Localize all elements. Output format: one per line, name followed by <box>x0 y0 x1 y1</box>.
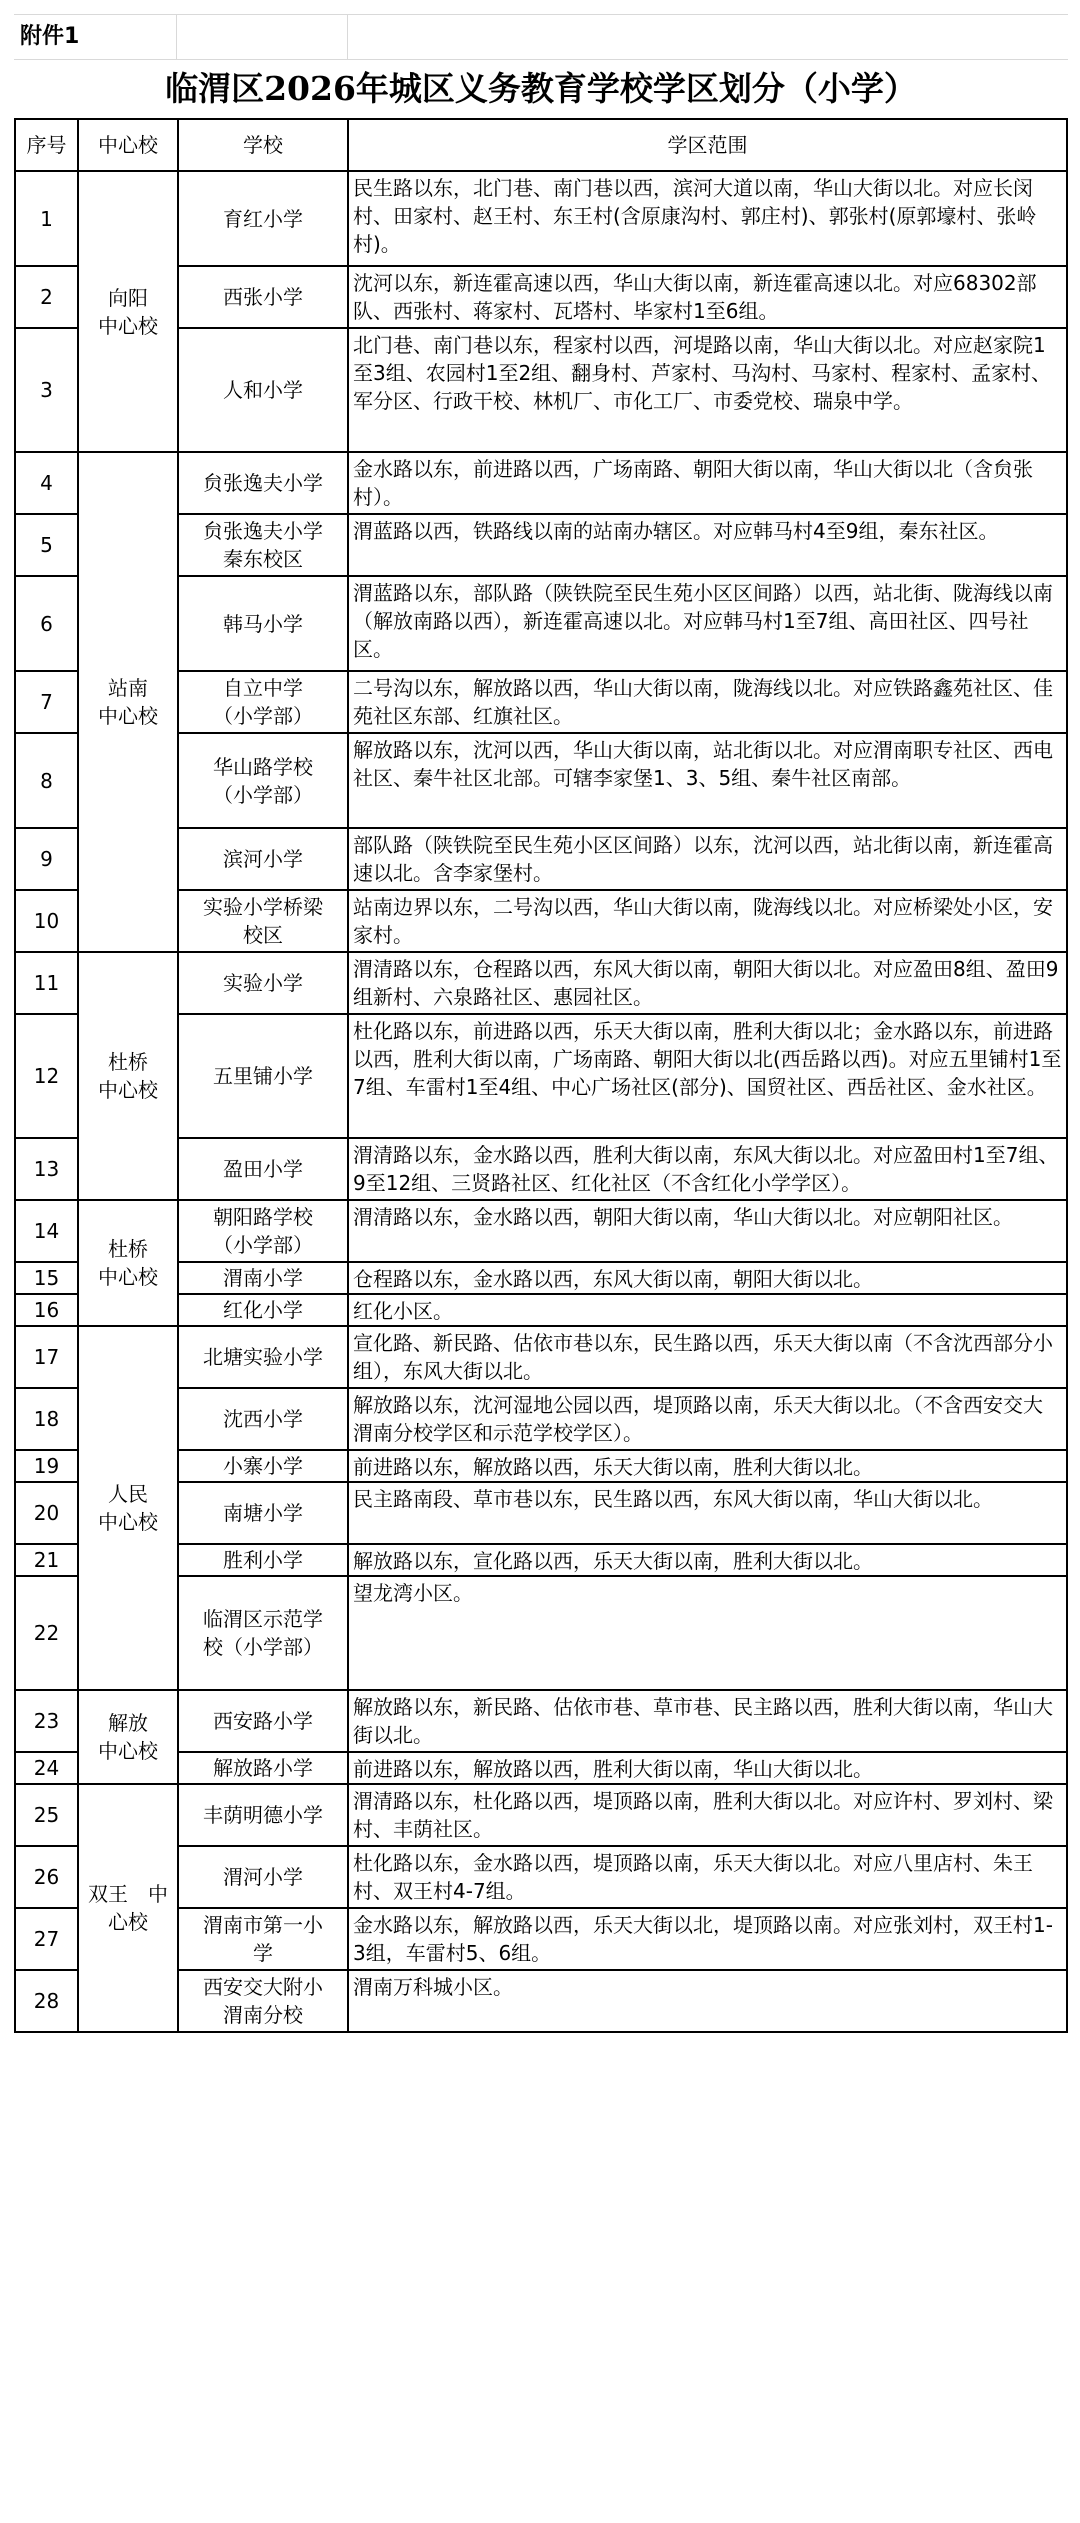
column-header-school[interactable]: 学校 <box>178 119 348 171</box>
row-number-cell[interactable]: 6 <box>15 576 78 671</box>
row-number-cell[interactable]: 11 <box>15 952 78 1014</box>
empty-cell[interactable] <box>177 15 348 59</box>
row-number-cell[interactable]: 15 <box>15 1262 78 1294</box>
school-name-cell[interactable]: 西安路小学 <box>178 1690 348 1752</box>
column-header-center[interactable]: 中心校 <box>78 119 178 171</box>
table-row <box>15 171 1067 266</box>
district-range-cell[interactable]: 渭蓝路以东，部队路（陕铁院至民生苑小区区间路）以西，站北街、陇海线以南（解放南路以西），新连霍高速以北。对应韩马村1至7组、高田社区、四号社区。 <box>348 576 1067 671</box>
district-range-cell[interactable]: 站南边界以东，二号沟以西，华山大街以南，陇海线以北。对应桥梁处小区，安家村。 <box>348 890 1067 952</box>
center-school-cell[interactable]: 人民 中心校 <box>78 1326 178 1690</box>
center-school-cell[interactable]: 站南 中心校 <box>78 452 178 952</box>
table-row <box>15 952 1067 1014</box>
row-number-cell[interactable]: 25 <box>15 1784 78 1846</box>
district-range-cell[interactable]: 渭蓝路以西，铁路线以南的站南办辖区。对应韩马村4至9组，秦东社区。 <box>348 514 1067 576</box>
school-name-cell[interactable]: 沈西小学 <box>178 1388 348 1450</box>
attachment-label[interactable]: 附件1 <box>14 15 177 59</box>
school-name-cell[interactable]: 育红小学 <box>178 171 348 266</box>
district-range-cell[interactable]: 金水路以东，解放路以西，乐天大街以北，堤顶路以南。对应张刘村，双王村1-3组，车雷村5、6组。 <box>348 1908 1067 1970</box>
district-range-cell[interactable]: 沈河以东，新连霍高速以西，华山大街以南，新连霍高速以北。对应68302部队、西张村、蒋家村、瓦塔村、毕家村1至6组。 <box>348 266 1067 328</box>
school-name-cell[interactable]: 实验小学桥梁 校区 <box>178 890 348 952</box>
row-number-cell[interactable]: 4 <box>15 452 78 514</box>
empty-cell[interactable] <box>348 15 1068 59</box>
district-range-cell[interactable]: 解放路以东，沈河湿地公园以西，堤顶路以南，乐天大街以北。（不含西安交大渭南分校学区和示范学校学区）。 <box>348 1388 1067 1450</box>
district-range-cell[interactable]: 渭清路以东，金水路以西，朝阳大街以南，华山大街以北。对应朝阳社区。 <box>348 1200 1067 1262</box>
row-number-cell[interactable]: 20 <box>15 1482 78 1544</box>
district-range-cell[interactable]: 杜化路以东，金水路以西，堤顶路以南，乐天大街以北。对应八里店村、朱王村、双王村4-7组。 <box>348 1846 1067 1908</box>
school-name-cell[interactable]: 滨河小学 <box>178 828 348 890</box>
school-name-cell[interactable]: 临渭区示范学 校（小学部） <box>178 1576 348 1690</box>
center-school-cell[interactable]: 杜桥 中心校 <box>78 952 178 1200</box>
row-number-cell[interactable]: 18 <box>15 1388 78 1450</box>
school-name-cell[interactable]: 自立中学 （小学部） <box>178 671 348 733</box>
page-title[interactable]: 临渭区2026年城区义务教育学校学区划分（小学） <box>165 69 917 108</box>
row-number-cell[interactable]: 28 <box>15 1970 78 2032</box>
district-table <box>14 118 1068 2033</box>
row-number-cell[interactable]: 24 <box>15 1752 78 1784</box>
school-name-cell[interactable]: 朝阳路学校 （小学部） <box>178 1200 348 1262</box>
row-number-cell[interactable]: 23 <box>15 1690 78 1752</box>
row-number-cell[interactable]: 16 <box>15 1294 78 1326</box>
district-range-cell[interactable]: 民主路南段、草市巷以东，民生路以西，东风大街以南，华山大街以北。 <box>348 1482 1067 1544</box>
table-row <box>15 452 1067 514</box>
row-number-cell[interactable]: 19 <box>15 1450 78 1482</box>
school-name-cell[interactable]: 胜利小学 <box>178 1544 348 1576</box>
school-name-cell[interactable]: 韩马小学 <box>178 576 348 671</box>
spreadsheet <box>14 14 1068 2033</box>
column-header-num[interactable]: 序号 <box>15 119 78 171</box>
district-range-cell[interactable]: 民生路以东，北门巷、南门巷以西，滨河大道以南，华山大街以北。对应长闵村、田家村、赵王村、东王村(含原康沟村、郭庄村)、郭张村(原郭壕村、张岭村)。 <box>348 171 1067 266</box>
row-number-cell[interactable]: 2 <box>15 266 78 328</box>
school-name-cell[interactable]: 红化小学 <box>178 1294 348 1326</box>
school-name-cell[interactable]: 五里铺小学 <box>178 1014 348 1138</box>
column-header-range[interactable]: 学区范围 <box>348 119 1067 171</box>
attachment-row <box>14 14 1068 60</box>
district-range-cell[interactable]: 北门巷、南门巷以东，程家村以西，河堤路以南，华山大街以北。对应赵家院1至3组、农园村1至2组、翻身村、芦家村、马沟村、马家村、程家村、孟家村、军分区、行政干校、林机厂、市化工厂、市委党校、瑞泉中学。 <box>348 328 1067 452</box>
center-school-cell[interactable]: 向阳 中心校 <box>78 171 178 452</box>
row-number-cell[interactable]: 21 <box>15 1544 78 1576</box>
district-range-cell[interactable]: 前进路以东，解放路以西，乐天大街以南，胜利大街以北。 <box>348 1450 1067 1482</box>
district-range-cell[interactable]: 解放路以东，宣化路以西，乐天大街以南，胜利大街以北。 <box>348 1544 1067 1576</box>
table-row <box>15 1200 1067 1262</box>
district-range-cell[interactable]: 渭南万科城小区。 <box>348 1970 1067 2032</box>
center-school-cell[interactable]: 解放 中心校 <box>78 1690 178 1784</box>
school-name-cell[interactable]: 盈田小学 <box>178 1138 348 1200</box>
school-name-cell[interactable]: 贠张逸夫小学 秦东校区 <box>178 514 348 576</box>
district-range-cell[interactable]: 金水路以东，前进路以西，广场南路、朝阳大街以南，华山大街以北（含贠张村）。 <box>348 452 1067 514</box>
district-range-cell[interactable]: 前进路以东，解放路以西，胜利大街以南，华山大街以北。 <box>348 1752 1067 1784</box>
row-number-cell[interactable]: 7 <box>15 671 78 733</box>
school-name-cell[interactable]: 华山路学校 （小学部） <box>178 733 348 828</box>
district-range-cell[interactable]: 杜化路以东，前进路以西，乐天大街以南，胜利大街以北；金水路以东，前进路以西，胜利大街以南，广场南路、朝阳大街以北(西岳路以西)。对应五里铺村1至7组、车雷村1至4组、中心广场社区(部分)、国贸社区、西岳社区、金水社区。 <box>348 1014 1067 1138</box>
district-range-cell[interactable]: 部队路（陕铁院至民生苑小区区间路）以东，沈河以西，站北街以南，新连霍高速以北。含李家堡村。 <box>348 828 1067 890</box>
district-range-cell[interactable]: 红化小区。 <box>348 1294 1067 1326</box>
district-range-cell[interactable]: 渭清路以东，杜化路以西，堤顶路以南，胜利大街以北。对应许村、罗刘村、梁村、丰荫社区。 <box>348 1784 1067 1846</box>
school-name-cell[interactable]: 丰荫明德小学 <box>178 1784 348 1846</box>
school-name-cell[interactable]: 西张小学 <box>178 266 348 328</box>
school-name-cell[interactable]: 南塘小学 <box>178 1482 348 1544</box>
district-range-cell[interactable]: 二号沟以东，解放路以西，华山大街以南，陇海线以北。对应铁路鑫苑社区、佳苑社区东部、红旗社区。 <box>348 671 1067 733</box>
row-number-cell[interactable]: 13 <box>15 1138 78 1200</box>
district-range-cell[interactable]: 解放路以东，沈河以西，华山大街以南，站北街以北。对应渭南职专社区、西电社区、秦牛社区北部。可辖李家堡1、3、5组、秦牛社区南部。 <box>348 733 1067 828</box>
school-name-cell[interactable]: 实验小学 <box>178 952 348 1014</box>
table-row <box>15 1690 1067 1752</box>
district-range-cell[interactable]: 渭清路以东，仓程路以西，东风大街以南，朝阳大街以北。对应盈田8组、盈田9组新村、六泉路社区、惠园社区。 <box>348 952 1067 1014</box>
row-number-cell[interactable]: 1 <box>15 171 78 266</box>
table-row <box>15 1784 1067 1846</box>
district-range-cell[interactable]: 望龙湾小区。 <box>348 1576 1067 1690</box>
center-school-cell[interactable]: 双王 中 心校 <box>78 1784 178 2032</box>
row-number-cell[interactable]: 22 <box>15 1576 78 1690</box>
school-name-cell[interactable]: 渭南小学 <box>178 1262 348 1294</box>
school-name-cell[interactable]: 人和小学 <box>178 328 348 452</box>
row-number-cell[interactable]: 9 <box>15 828 78 890</box>
row-number-cell[interactable]: 8 <box>15 733 78 828</box>
table-header-row <box>15 119 1067 171</box>
row-number-cell[interactable]: 5 <box>15 514 78 576</box>
school-name-cell[interactable]: 贠张逸夫小学 <box>178 452 348 514</box>
row-number-cell[interactable]: 12 <box>15 1014 78 1138</box>
row-number-cell[interactable]: 14 <box>15 1200 78 1262</box>
row-number-cell[interactable]: 17 <box>15 1326 78 1388</box>
center-school-cell[interactable]: 杜桥 中心校 <box>78 1200 178 1326</box>
school-name-cell[interactable]: 渭河小学 <box>178 1846 348 1908</box>
district-range-cell[interactable]: 仓程路以东，金水路以西，东风大街以南，朝阳大街以北。 <box>348 1262 1067 1294</box>
row-number-cell[interactable]: 3 <box>15 328 78 452</box>
district-range-cell[interactable]: 渭清路以东，金水路以西，胜利大街以南，东风大街以北。对应盈田村1至7组、9至12组、三贤路社区、红化社区（不含红化小学学区）。 <box>348 1138 1067 1200</box>
school-name-cell[interactable]: 北塘实验小学 <box>178 1326 348 1388</box>
school-name-cell[interactable]: 小寨小学 <box>178 1450 348 1482</box>
school-name-cell[interactable]: 渭南市第一小 学 <box>178 1908 348 1970</box>
school-name-cell[interactable]: 解放路小学 <box>178 1752 348 1784</box>
district-range-cell[interactable]: 解放路以东，新民路、估依市巷、草市巷、民主路以西，胜利大街以南，华山大街以北。 <box>348 1690 1067 1752</box>
row-number-cell[interactable]: 27 <box>15 1908 78 1970</box>
table-row <box>15 1326 1067 1388</box>
school-name-cell[interactable]: 西安交大附小 渭南分校 <box>178 1970 348 2032</box>
row-number-cell[interactable]: 26 <box>15 1846 78 1908</box>
row-number-cell[interactable]: 10 <box>15 890 78 952</box>
district-range-cell[interactable]: 宣化路、新民路、估依市巷以东，民生路以西，乐天大街以南（不含沈西部分小组），东风大街以北。 <box>348 1326 1067 1388</box>
